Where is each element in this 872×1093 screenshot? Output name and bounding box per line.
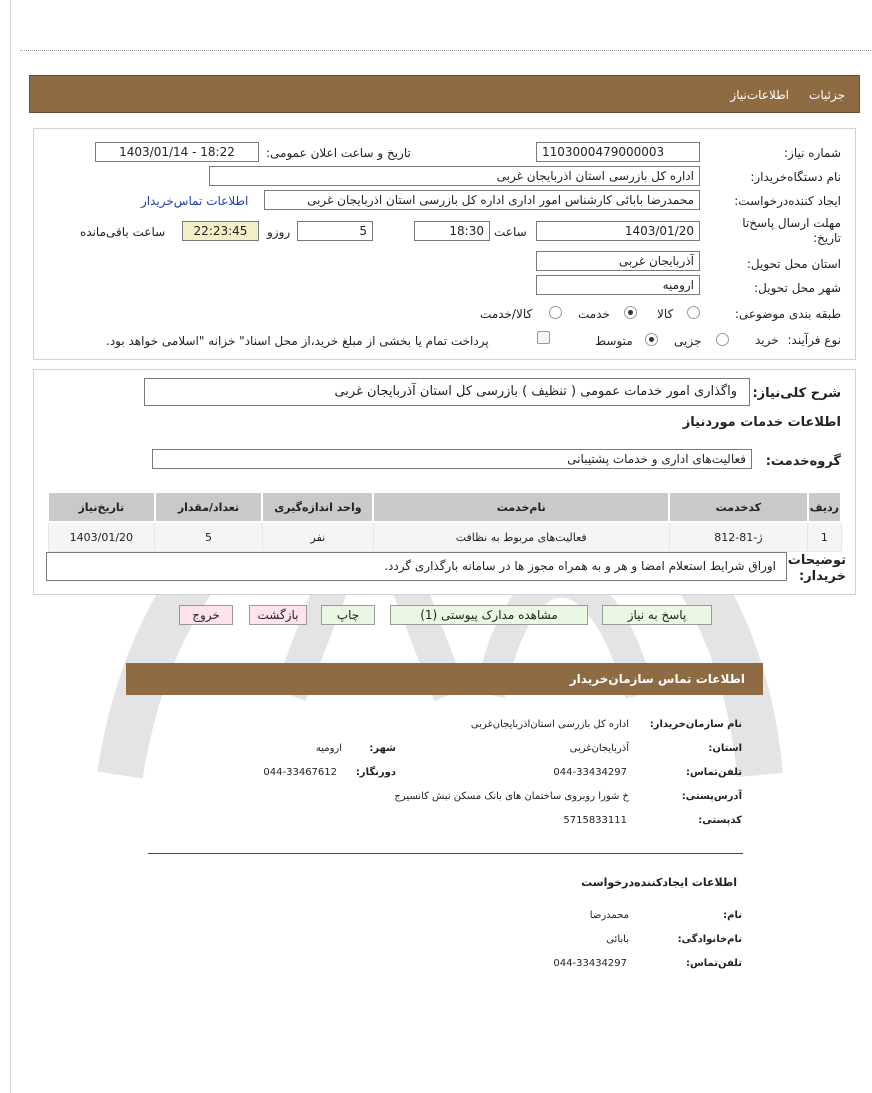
contact-province-value: آذربایجان‌غربی (569, 743, 629, 754)
days-field[interactable]: 5 (297, 221, 373, 241)
contact-address-value: خ شورا روبروی ساختمان های بانک مسکن نبش کانسیرج (394, 791, 629, 802)
col-quantity: تعداد/مقدار (155, 492, 263, 522)
services-title: اطلاعات خدمات موردنیاز (682, 415, 841, 430)
buyer-org-field[interactable]: اداره کل بازرسی استان اذربایجان غربی (209, 166, 700, 186)
need-number-field[interactable]: 1103000479000003 (536, 142, 700, 162)
buyer-notes-label: توضیحات خریدار: (787, 553, 846, 584)
deadline-time-field[interactable]: 18:30 (414, 221, 490, 241)
time-label: ساعت (494, 225, 527, 239)
col-service-code: کدخدمت (669, 492, 808, 522)
back-button[interactable]: بازگشت (249, 605, 307, 625)
contact-city-label: شهر: (369, 743, 396, 754)
days-label: روزو (267, 225, 291, 239)
col-service-name: نام‌خدمت (373, 492, 669, 522)
table-row[interactable] (48, 522, 841, 552)
deadline-date-field[interactable]: 1403/01/20 (536, 221, 700, 241)
contact-city-value: ارومیه (315, 743, 342, 754)
print-button[interactable]: چاپ (321, 605, 375, 625)
contact-province-label: استان: (708, 743, 742, 754)
creator-label: ایجاد کننده‌درخواست: (734, 194, 841, 208)
process-medium-label: متوسط (595, 334, 633, 348)
cell-unit: نفر (262, 522, 373, 552)
announce-field[interactable]: 1403/01/14 - 18:22 (95, 142, 259, 162)
process-buy-label: خرید (755, 333, 779, 347)
creator-family-label: نام‌خانوادگی: (677, 934, 742, 945)
section-divider (148, 853, 743, 854)
category-label: طبقه بندی موضوعی: (734, 307, 841, 321)
process-medium-radio[interactable] (645, 333, 658, 346)
contact-address-label: آدرس‌پستی: (681, 791, 742, 802)
col-row-number: ردیف (808, 492, 841, 522)
tab-details[interactable]: جزئیات (809, 88, 845, 102)
buyer-notes-field[interactable]: اوراق شرایط استعلام امضا و هر و به همراه مجوز ها در سامانه بارگذاری گردد. (46, 552, 787, 581)
page-header (29, 75, 860, 113)
contact-postal-label: کدپستی: (698, 815, 742, 826)
remaining-time-field: 22:23:45 (182, 221, 259, 241)
services-table (47, 491, 842, 552)
contact-postal-value: 5715833111 (563, 815, 627, 826)
creator-section-title: اطلاعات ایجادکننده‌درخواست (581, 876, 737, 889)
col-unit: واحد اندازه‌گیری (262, 492, 373, 522)
contact-phone-label: تلفن‌تماس: (685, 767, 742, 778)
attachments-button[interactable]: مشاهده مدارک پیوستی (1) (390, 605, 588, 625)
creator-name-label: نام: (723, 910, 742, 921)
province-field[interactable]: آذربایجان غربی (536, 251, 700, 271)
exit-button[interactable]: خروج (179, 605, 233, 625)
creator-field[interactable]: محمدرضا بابائی کارشناس امور اداری اداره کل بازرسی استان اذربایجان غربی (264, 190, 700, 210)
cell-service-name: فعالیت‌های مربوط به نظافت (373, 522, 669, 552)
reply-button[interactable]: پاسخ به نیاز (602, 605, 712, 625)
creator-phone-value: 044-33434297 (553, 958, 627, 969)
table-header-row (48, 492, 841, 522)
need-info-panel (33, 128, 856, 360)
category-service-radio[interactable] (624, 306, 637, 319)
category-goods-label: کالا (657, 307, 674, 321)
city-label: شهر محل تحویل: (754, 281, 841, 295)
process-label: نوع فرآیند: (787, 333, 841, 347)
cell-need-date: 1403/01/20 (48, 522, 155, 552)
announce-label: تاریخ و ساعت اعلان عمومی: (266, 146, 411, 160)
cell-service-code: ژ-81-812 (669, 522, 808, 552)
process-minor-label: جزیی (674, 334, 702, 348)
need-number-label: شماره نیاز: (784, 146, 841, 160)
cell-row-number: 1 (808, 522, 841, 552)
service-group-label: گروه‌خدمت: (765, 454, 841, 469)
left-border (10, 0, 11, 1093)
process-minor-radio[interactable] (716, 333, 729, 346)
contact-section-header: اطلاعات تماس سازمان‌خریدار (126, 663, 763, 695)
buyer-contact-link[interactable]: اطلاعات تماس‌خریدار (141, 194, 249, 208)
category-goods-radio[interactable] (687, 306, 700, 319)
org-name-label: نام سازمان‌خریدار: (649, 719, 742, 730)
contact-phone-value: 044-33434297 (553, 767, 627, 778)
category-goods-service-radio[interactable] (549, 306, 562, 319)
category-goods-service-label: کالا/خدمت (480, 307, 533, 321)
treasury-payment-checkbox[interactable] (537, 331, 550, 344)
category-service-label: خدمت (578, 307, 610, 321)
deadline-label: مهلت ارسال پاسخ‌تا تاریخ: (742, 216, 841, 245)
top-divider (20, 50, 871, 51)
creator-name-value: محمدرضا (589, 910, 629, 921)
summary-label: شرح کلی‌نیاز: (752, 386, 841, 401)
payment-note: پرداخت تمام یا بخشی از مبلغ خرید،از محل اسناد" خزانه "اسلامی خواهد بود. (106, 334, 489, 348)
cell-quantity: 5 (155, 522, 263, 552)
col-need-date: تاریخ‌نیاز (48, 492, 155, 522)
remaining-label: ساعت باقی‌مانده (80, 225, 166, 239)
province-label: استان محل تحویل: (746, 257, 841, 271)
contact-fax-label: دورنگار: (355, 767, 396, 778)
org-name-value: اداره کل بازرسی استان‌اذربایجان‌غربی (470, 719, 629, 730)
city-field[interactable]: ارومیه (536, 275, 700, 295)
summary-field[interactable]: واگذاری امور خدمات عمومی ( تنظیف ) بازرسی کل استان آذربایجان غربی (144, 378, 750, 406)
service-group-field[interactable]: فعالیت‌های اداری و خدمات پشتیبانی (152, 449, 752, 469)
creator-phone-label: تلفن‌تماس: (685, 958, 742, 969)
tab-need-info[interactable]: اطلاعات‌نیاز (730, 88, 789, 102)
contact-fax-value: 044-33467612 (263, 767, 337, 778)
buyer-org-label: نام دستگاه‌خریدار: (750, 170, 841, 184)
creator-family-value: بابائی (606, 934, 629, 945)
